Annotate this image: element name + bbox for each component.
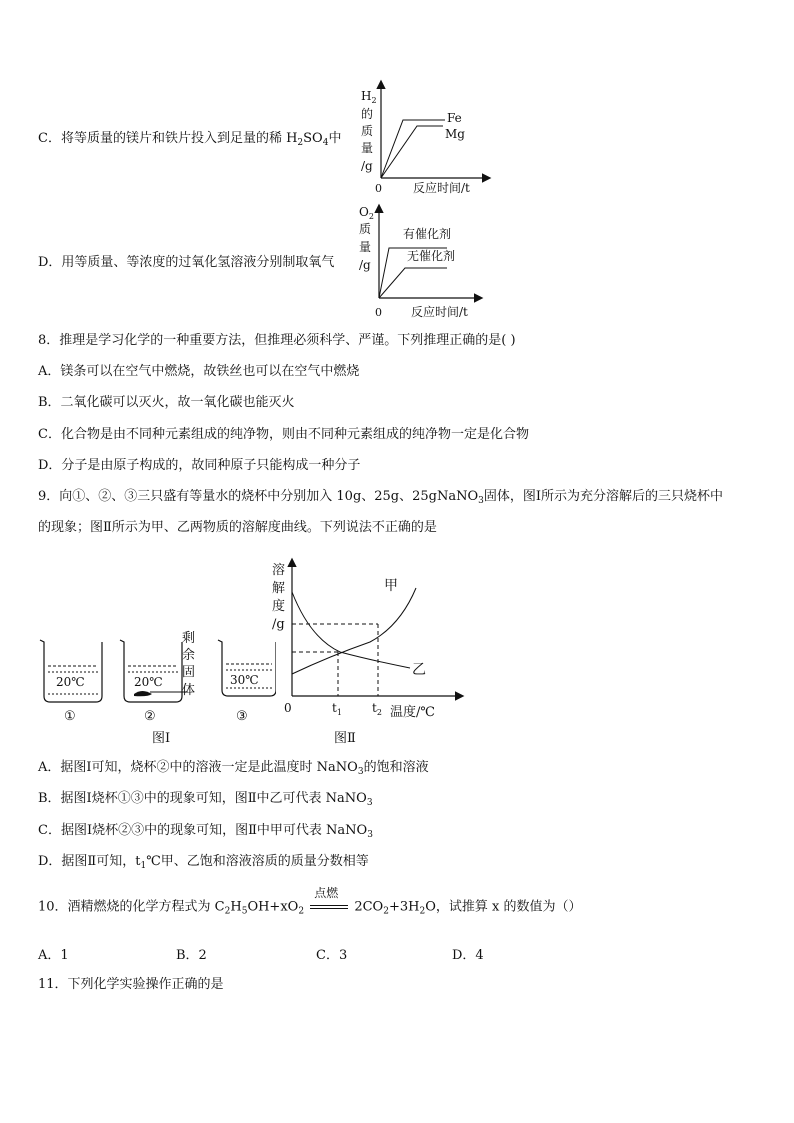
beaker-2-label: ② — [144, 709, 156, 724]
svg-text:溶: 溶 — [272, 563, 286, 578]
q10-option-a: A．1 — [38, 948, 69, 963]
q8-option-b: B．二氧化碳可以灭火，故一氧化碳也能灭火 — [38, 395, 295, 410]
residue-label — [182, 631, 195, 698]
figure-1-caption: 图Ⅰ — [152, 731, 171, 746]
beaker-1-label: ① — [64, 709, 76, 724]
beaker-3-label: ③ — [236, 709, 248, 724]
q9-option-a: A．据图Ⅰ可知，烧杯②中的溶液一定是此温度时 NaNO$_3$的饱和溶液 — [38, 760, 429, 777]
reaction-arrow — [308, 886, 350, 916]
q10-option-c: C．3 — [316, 948, 348, 963]
graph-c-ylabel-3: 量 — [361, 141, 374, 155]
graph-c-mg-line — [381, 126, 443, 178]
beaker-1 — [40, 640, 102, 724]
fig2-curve-jia — [292, 588, 416, 674]
fig2-jia-label: 甲 — [384, 578, 398, 594]
graph-c-mg-label: Mg — [445, 127, 465, 141]
q8-stem: 8．推理是学习化学的一种重要方法，但推理必须科学、严谨。下列推理正确的是( ) — [38, 333, 516, 348]
beaker-3-temp: 30℃ — [230, 673, 259, 687]
q7-option-d: D．用等质量、等浓度的过氧化氢溶液分别制取氧气 — [38, 255, 335, 270]
graph-c-fe-line — [381, 120, 445, 178]
svg-text:体: 体 — [182, 683, 196, 698]
graph-c-ylabel-4: /g — [361, 159, 373, 173]
graph-c-xlabel: 反应时间/t — [413, 181, 470, 195]
beaker-1-temp: 20℃ — [56, 675, 85, 689]
q10-option-d: D．4 — [452, 948, 484, 963]
graph-d-no-catalyst-line — [379, 268, 447, 298]
q8-option-c: C．化合物是由不同种元素组成的纯净物，则由不同种元素组成的纯净物一定是化合物 — [38, 427, 529, 442]
q9-option-c: C．据图Ⅰ烧杯②③中的现象可知，图Ⅱ中甲可代表 NaNO$_3$ — [38, 823, 373, 840]
svg-text:/g: /g — [272, 617, 285, 632]
q8-option-d: D．分子是由原子构成的，故同种原子只能构成一种分子 — [38, 458, 361, 473]
graph-d-ylabel-1: 质 — [359, 222, 372, 236]
graph-c-fe-label: Fe — [447, 111, 462, 125]
graph-c — [355, 78, 495, 198]
graph-d-origin: 0 — [375, 306, 382, 319]
graph-c-origin: 0 — [375, 182, 382, 195]
beaker-2-residue — [134, 691, 152, 696]
graph-c-ylabel-2: 质 — [361, 124, 374, 138]
fig2-xlabel: 温度/℃ — [390, 705, 435, 720]
reaction-condition: 点燃 — [314, 886, 339, 900]
graph-d-xlabel: 反应时间/t — [411, 305, 468, 319]
graph-d-ylabel-3: /g — [359, 258, 371, 272]
beaker-2 — [120, 640, 188, 724]
q7-option-c: C．将等质量的镁片和铁片投入到足量的稀 $H_2SO_4$中 — [38, 131, 342, 148]
q10-option-b: B．2 — [176, 948, 207, 963]
beaker-2-temp: 20℃ — [134, 675, 163, 689]
svg-text:剩: 剩 — [182, 631, 196, 646]
graph-d-ylabel-o: $O_2$ — [359, 205, 374, 221]
graph-d — [355, 202, 495, 322]
graph-d-ylabel-2: 量 — [359, 240, 372, 254]
q11-stem: 11．下列化学实验操作正确的是 — [38, 977, 224, 992]
figure-1-beakers — [36, 624, 276, 748]
fig2-t1: $t_1$ — [332, 701, 342, 717]
q9-option-b: B．据图Ⅰ烧杯①③中的现象可知，图Ⅱ中乙可代表 NaNO$_3$ — [38, 791, 373, 808]
figure-2-caption: 图Ⅱ — [334, 731, 356, 746]
graph-c-ylabel-1: 的 — [361, 107, 374, 121]
fig2-curve-yi — [292, 592, 410, 668]
fig2-origin: 0 — [284, 701, 292, 715]
graph-d-no-catalyst-label: 无催化剂 — [407, 249, 456, 263]
svg-text:余: 余 — [182, 648, 196, 663]
fig2-yi-label: 乙 — [412, 662, 426, 678]
q9-stem-line2: 的现象；图Ⅱ所示为甲、乙两物质的溶解度曲线。下列说法不正确的是 — [38, 520, 437, 535]
fig2-t2: $t_2$ — [372, 701, 382, 717]
graph-d-catalyst-label: 有催化剂 — [403, 227, 452, 241]
svg-text:固: 固 — [182, 665, 196, 680]
svg-text:度: 度 — [272, 599, 286, 614]
beaker-3 — [218, 640, 276, 724]
q10-stem: 10．酒精燃烧的化学方程式为 $C_2H_5OH+xO_2$ 点燃 $2CO_2+3H_2O$，试推算 x 的数值为（） — [38, 886, 582, 917]
svg-text:解: 解 — [272, 581, 286, 596]
q8-option-a: A．镁条可以在空气中燃烧，故铁丝也可以在空气中燃烧 — [38, 364, 360, 379]
q9-stem-line1: 9．向①、②、③三只盛有等量水的烧杯中分别加入 10g、25g、25gNaNO$_3$固体，图Ⅰ所示为充分溶解后的三只烧杯中 — [38, 489, 724, 506]
graph-c-ylabel-h: $H_2$ — [361, 89, 377, 105]
q9-option-d: D．据图Ⅱ可知，$t_1℃$甲、乙饱和溶液溶质的质量分数相等 — [38, 854, 369, 871]
figure-2-solubility — [270, 556, 470, 748]
